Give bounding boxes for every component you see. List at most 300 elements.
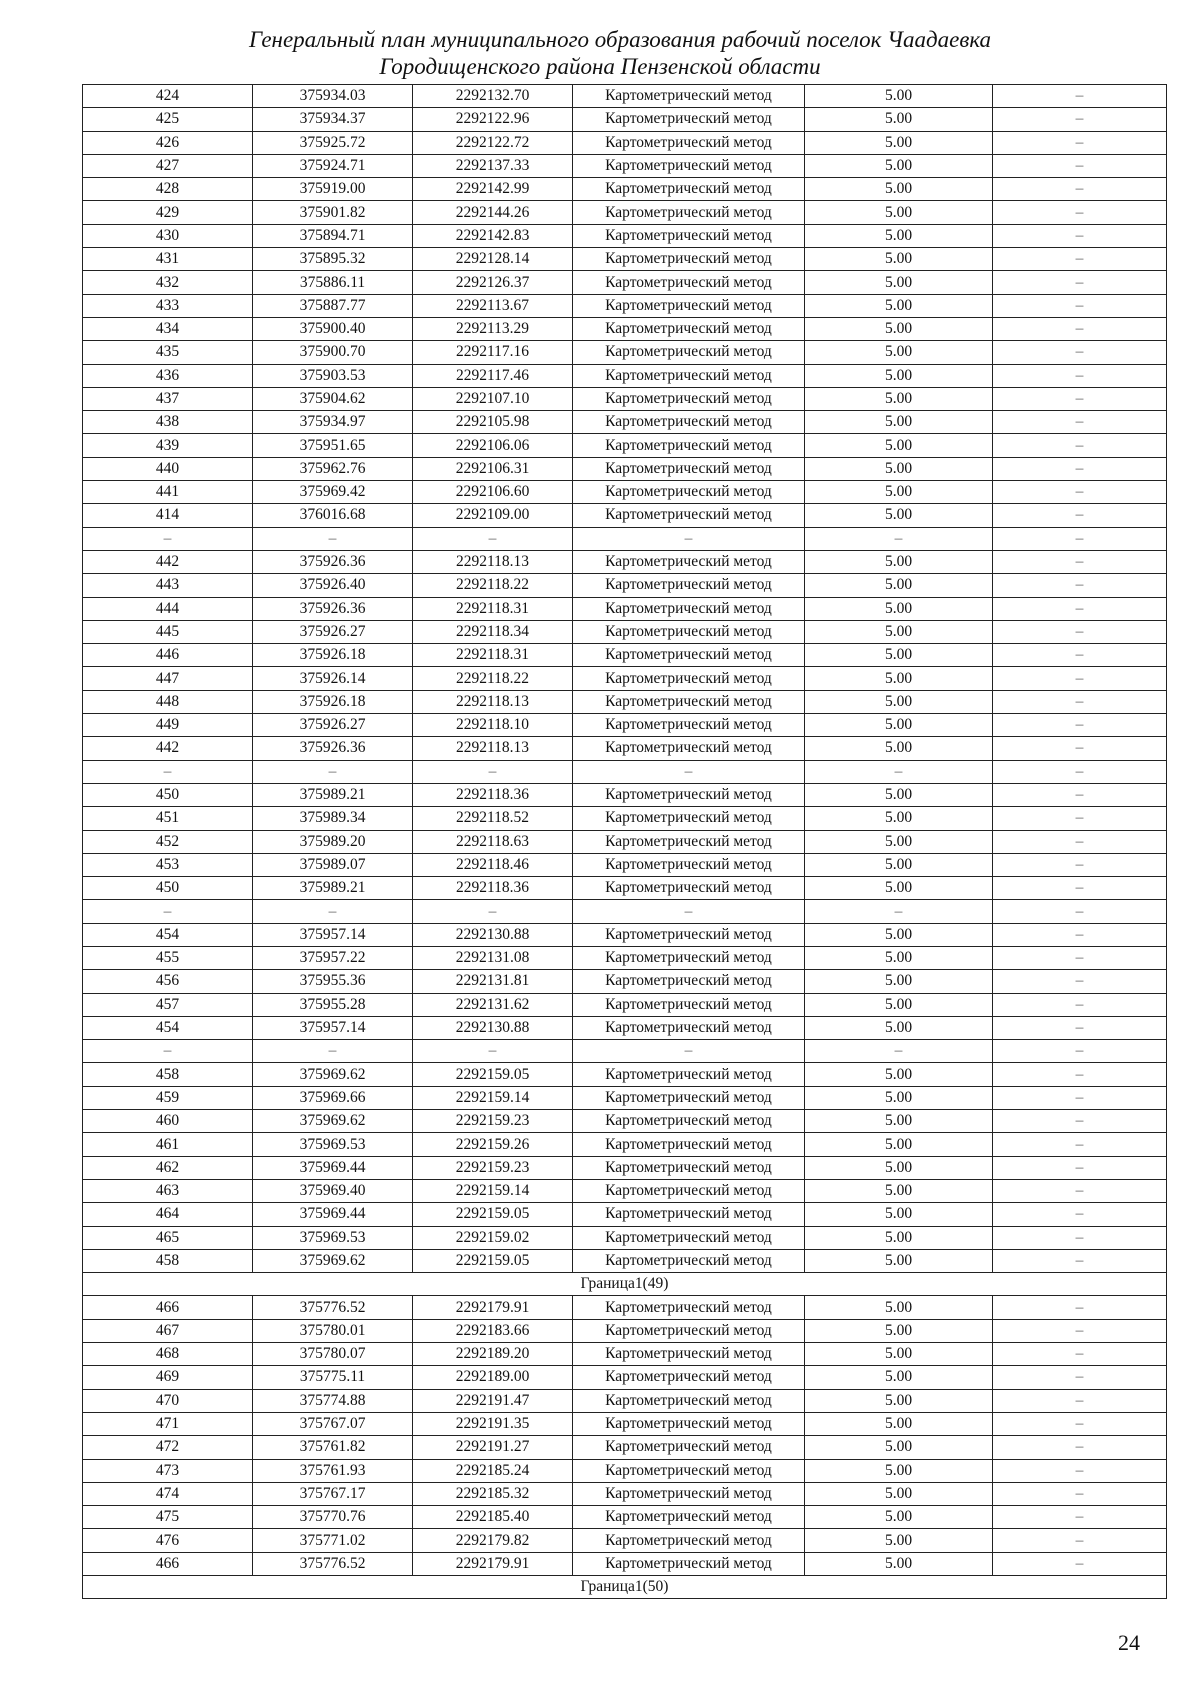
y-coordinate-cell: 2292144.26: [413, 201, 573, 224]
method-cell: Картометрический метод: [573, 667, 805, 690]
point-number-cell: 472: [83, 1436, 253, 1459]
accuracy-cell: 5.00: [805, 1366, 993, 1389]
y-coordinate-cell: 2292118.46: [413, 853, 573, 876]
y-coordinate-cell: 2292179.91: [413, 1552, 573, 1575]
table-row: [83, 807, 1167, 830]
accuracy-cell: 5.00: [805, 224, 993, 247]
method-cell: Картометрический метод: [573, 1156, 805, 1179]
x-coordinate-cell: 375761.93: [253, 1459, 413, 1482]
method-cell: Картометрический метод: [573, 294, 805, 317]
x-coordinate-cell: 375934.03: [253, 85, 413, 108]
method-cell: Картометрический метод: [573, 1506, 805, 1529]
accuracy-cell: 5.00: [805, 1226, 993, 1249]
x-coordinate-cell: 375926.36: [253, 550, 413, 573]
x-coordinate-cell: 375900.70: [253, 341, 413, 364]
table-row: [83, 248, 1167, 271]
table-row: [83, 1506, 1167, 1529]
point-number-cell: 475: [83, 1506, 253, 1529]
method-cell: Картометрический метод: [573, 877, 805, 900]
method-cell: Картометрический метод: [573, 620, 805, 643]
point-number-cell: 464: [83, 1203, 253, 1226]
x-coordinate-cell: 375989.21: [253, 783, 413, 806]
separator-dash-cell: –: [993, 760, 1167, 783]
table-row: [83, 154, 1167, 177]
separator-dash-cell: –: [83, 760, 253, 783]
y-coordinate-cell: 2292131.81: [413, 970, 573, 993]
point-number-cell: 453: [83, 853, 253, 876]
method-cell: Картометрический метод: [573, 1133, 805, 1156]
x-coordinate-cell: 375989.07: [253, 853, 413, 876]
y-coordinate-cell: 2292117.46: [413, 364, 573, 387]
method-cell: Картометрический метод: [573, 714, 805, 737]
y-coordinate-cell: 2292118.31: [413, 597, 573, 620]
separator-dash-cell: –: [413, 527, 573, 550]
description-cell: –: [993, 1226, 1167, 1249]
table-row: [83, 457, 1167, 480]
y-coordinate-cell: 2292118.31: [413, 644, 573, 667]
description-cell: –: [993, 597, 1167, 620]
description-cell: –: [993, 201, 1167, 224]
x-coordinate-cell: 375926.40: [253, 574, 413, 597]
description-cell: –: [993, 923, 1167, 946]
x-coordinate-cell: 375957.22: [253, 946, 413, 969]
table-row: [83, 1203, 1167, 1226]
point-number-cell: 433: [83, 294, 253, 317]
x-coordinate-cell: 375887.77: [253, 294, 413, 317]
x-coordinate-cell: 375969.42: [253, 481, 413, 504]
x-coordinate-cell: 375776.52: [253, 1296, 413, 1319]
accuracy-cell: 5.00: [805, 248, 993, 271]
accuracy-cell: 5.00: [805, 1156, 993, 1179]
table-row: [83, 271, 1167, 294]
table-row: [83, 1110, 1167, 1133]
point-number-cell: 449: [83, 714, 253, 737]
description-cell: –: [993, 364, 1167, 387]
table-row: [83, 1086, 1167, 1109]
x-coordinate-cell: 375989.20: [253, 830, 413, 853]
method-cell: Картометрический метод: [573, 1389, 805, 1412]
x-coordinate-cell: 375962.76: [253, 457, 413, 480]
description-cell: –: [993, 434, 1167, 457]
accuracy-cell: 5.00: [805, 201, 993, 224]
point-number-cell: 474: [83, 1482, 253, 1505]
y-coordinate-cell: 2292122.72: [413, 131, 573, 154]
point-number-cell: 454: [83, 923, 253, 946]
description-cell: –: [993, 993, 1167, 1016]
method-cell: Картометрический метод: [573, 1110, 805, 1133]
point-number-cell: 447: [83, 667, 253, 690]
table-row: [83, 783, 1167, 806]
table-row: [83, 737, 1167, 760]
x-coordinate-cell: 375926.18: [253, 690, 413, 713]
x-coordinate-cell: 375955.36: [253, 970, 413, 993]
point-number-cell: 460: [83, 1110, 253, 1133]
separator-dash-cell: –: [83, 900, 253, 923]
coordinates-table: [82, 84, 1167, 1599]
accuracy-cell: 5.00: [805, 317, 993, 340]
x-coordinate-cell: 375901.82: [253, 201, 413, 224]
method-cell: Картометрический метод: [573, 923, 805, 946]
y-coordinate-cell: 2292126.37: [413, 271, 573, 294]
description-cell: –: [993, 1529, 1167, 1552]
description-cell: –: [993, 387, 1167, 410]
description-cell: –: [993, 294, 1167, 317]
point-number-cell: 465: [83, 1226, 253, 1249]
accuracy-cell: 5.00: [805, 1016, 993, 1039]
x-coordinate-cell: 375924.71: [253, 154, 413, 177]
table-row: [83, 1529, 1167, 1552]
table-row: [83, 224, 1167, 247]
table-row: [83, 387, 1167, 410]
method-cell: Картометрический метод: [573, 830, 805, 853]
point-number-cell: 462: [83, 1156, 253, 1179]
accuracy-cell: 5.00: [805, 1459, 993, 1482]
point-number-cell: 470: [83, 1389, 253, 1412]
point-number-cell: 466: [83, 1552, 253, 1575]
table-row: [83, 993, 1167, 1016]
table-row: [83, 108, 1167, 131]
x-coordinate-cell: 375895.32: [253, 248, 413, 271]
boundary-label: Граница1(50): [83, 1576, 1167, 1599]
method-cell: Картометрический метод: [573, 1226, 805, 1249]
point-number-cell: 463: [83, 1179, 253, 1202]
x-coordinate-cell: 375969.62: [253, 1110, 413, 1133]
accuracy-cell: 5.00: [805, 1529, 993, 1552]
method-cell: Картометрический метод: [573, 690, 805, 713]
accuracy-cell: 5.00: [805, 574, 993, 597]
accuracy-cell: 5.00: [805, 434, 993, 457]
x-coordinate-cell: 375969.40: [253, 1179, 413, 1202]
table-row: [83, 644, 1167, 667]
separator-row: [83, 1040, 1167, 1063]
y-coordinate-cell: 2292118.22: [413, 574, 573, 597]
table-row: [83, 1296, 1167, 1319]
description-cell: –: [993, 830, 1167, 853]
description-cell: –: [993, 457, 1167, 480]
separator-dash-cell: –: [805, 527, 993, 550]
accuracy-cell: 5.00: [805, 853, 993, 876]
point-number-cell: 428: [83, 178, 253, 201]
point-number-cell: 445: [83, 620, 253, 643]
accuracy-cell: 5.00: [805, 690, 993, 713]
point-number-cell: 438: [83, 411, 253, 434]
table-row: [83, 1412, 1167, 1435]
point-number-cell: 448: [83, 690, 253, 713]
x-coordinate-cell: 375767.17: [253, 1482, 413, 1505]
separator-dash-cell: –: [573, 760, 805, 783]
x-coordinate-cell: 375926.27: [253, 620, 413, 643]
separator-dash-cell: –: [83, 1040, 253, 1063]
accuracy-cell: 5.00: [805, 1249, 993, 1272]
table-row: [83, 1226, 1167, 1249]
table-row: [83, 597, 1167, 620]
point-number-cell: 454: [83, 1016, 253, 1039]
point-number-cell: 467: [83, 1319, 253, 1342]
y-coordinate-cell: 2292159.23: [413, 1156, 573, 1179]
x-coordinate-cell: 375776.52: [253, 1552, 413, 1575]
method-cell: Картометрический метод: [573, 1249, 805, 1272]
separator-dash-cell: –: [573, 900, 805, 923]
point-number-cell: 443: [83, 574, 253, 597]
point-number-cell: 476: [83, 1529, 253, 1552]
y-coordinate-cell: 2292179.82: [413, 1529, 573, 1552]
method-cell: Картометрический метод: [573, 1459, 805, 1482]
accuracy-cell: 5.00: [805, 550, 993, 573]
description-cell: –: [993, 248, 1167, 271]
y-coordinate-cell: 2292106.06: [413, 434, 573, 457]
y-coordinate-cell: 2292113.67: [413, 294, 573, 317]
accuracy-cell: 5.00: [805, 341, 993, 364]
description-cell: –: [993, 1110, 1167, 1133]
description-cell: –: [993, 620, 1167, 643]
separator-dash-cell: –: [413, 760, 573, 783]
point-number-cell: 471: [83, 1412, 253, 1435]
table-row: [83, 1389, 1167, 1412]
description-cell: –: [993, 970, 1167, 993]
method-cell: Картометрический метод: [573, 1063, 805, 1086]
method-cell: Картометрический метод: [573, 108, 805, 131]
x-coordinate-cell: 375969.66: [253, 1086, 413, 1109]
table-row: [83, 946, 1167, 969]
point-number-cell: 458: [83, 1249, 253, 1272]
table-row: [83, 1552, 1167, 1575]
separator-row: [83, 527, 1167, 550]
y-coordinate-cell: 2292185.24: [413, 1459, 573, 1482]
y-coordinate-cell: 2292179.91: [413, 1296, 573, 1319]
point-number-cell: 466: [83, 1296, 253, 1319]
y-coordinate-cell: 2292142.83: [413, 224, 573, 247]
method-cell: Картометрический метод: [573, 411, 805, 434]
table-row: [83, 1459, 1167, 1482]
description-cell: –: [993, 853, 1167, 876]
method-cell: Картометрический метод: [573, 317, 805, 340]
description-cell: –: [993, 224, 1167, 247]
table-row: [83, 620, 1167, 643]
description-cell: –: [993, 178, 1167, 201]
description-cell: –: [993, 1296, 1167, 1319]
table-row: [83, 201, 1167, 224]
accuracy-cell: 5.00: [805, 411, 993, 434]
separator-dash-cell: –: [805, 760, 993, 783]
accuracy-cell: 5.00: [805, 457, 993, 480]
table-row: [83, 1366, 1167, 1389]
x-coordinate-cell: 375969.53: [253, 1133, 413, 1156]
y-coordinate-cell: 2292118.13: [413, 737, 573, 760]
point-number-cell: 442: [83, 550, 253, 573]
description-cell: –: [993, 1366, 1167, 1389]
boundary-label: Граница1(49): [83, 1273, 1167, 1296]
accuracy-cell: 5.00: [805, 108, 993, 131]
x-coordinate-cell: 375903.53: [253, 364, 413, 387]
accuracy-cell: 5.00: [805, 644, 993, 667]
accuracy-cell: 5.00: [805, 597, 993, 620]
x-coordinate-cell: 375969.44: [253, 1156, 413, 1179]
description-cell: –: [993, 1086, 1167, 1109]
y-coordinate-cell: 2292189.00: [413, 1366, 573, 1389]
accuracy-cell: 5.00: [805, 294, 993, 317]
x-coordinate-cell: 375774.88: [253, 1389, 413, 1412]
table-row: [83, 714, 1167, 737]
table-row: [83, 970, 1167, 993]
point-number-cell: 436: [83, 364, 253, 387]
y-coordinate-cell: 2292183.66: [413, 1319, 573, 1342]
method-cell: Картометрический метод: [573, 341, 805, 364]
accuracy-cell: 5.00: [805, 364, 993, 387]
description-cell: –: [993, 737, 1167, 760]
x-coordinate-cell: 375955.28: [253, 993, 413, 1016]
x-coordinate-cell: 375926.18: [253, 644, 413, 667]
boundary-row: [83, 1576, 1167, 1599]
x-coordinate-cell: 375989.21: [253, 877, 413, 900]
accuracy-cell: 5.00: [805, 1063, 993, 1086]
method-cell: Картометрический метод: [573, 457, 805, 480]
accuracy-cell: 5.00: [805, 1296, 993, 1319]
method-cell: Картометрический метод: [573, 224, 805, 247]
method-cell: Картометрический метод: [573, 1436, 805, 1459]
accuracy-cell: 5.00: [805, 993, 993, 1016]
table-row: [83, 923, 1167, 946]
point-number-cell: 450: [83, 877, 253, 900]
x-coordinate-cell: 375969.53: [253, 1226, 413, 1249]
point-number-cell: 455: [83, 946, 253, 969]
description-cell: –: [993, 271, 1167, 294]
point-number-cell: 429: [83, 201, 253, 224]
y-coordinate-cell: 2292130.88: [413, 1016, 573, 1039]
separator-dash-cell: –: [993, 1040, 1167, 1063]
description-cell: –: [993, 481, 1167, 504]
x-coordinate-cell: 375904.62: [253, 387, 413, 410]
description-cell: –: [993, 1552, 1167, 1575]
accuracy-cell: 5.00: [805, 1179, 993, 1202]
method-cell: Картометрический метод: [573, 178, 805, 201]
method-cell: Картометрический метод: [573, 1319, 805, 1342]
method-cell: Картометрический метод: [573, 946, 805, 969]
method-cell: Картометрический метод: [573, 574, 805, 597]
table-row: [83, 1179, 1167, 1202]
y-coordinate-cell: 2292128.14: [413, 248, 573, 271]
description-cell: –: [993, 1156, 1167, 1179]
separator-dash-cell: –: [253, 900, 413, 923]
x-coordinate-cell: 375780.01: [253, 1319, 413, 1342]
point-number-cell: 414: [83, 504, 253, 527]
accuracy-cell: 5.00: [805, 1552, 993, 1575]
x-coordinate-cell: 375934.97: [253, 411, 413, 434]
description-cell: –: [993, 783, 1167, 806]
table-row: [83, 667, 1167, 690]
separator-dash-cell: –: [413, 900, 573, 923]
separator-dash-cell: –: [805, 1040, 993, 1063]
description-cell: –: [993, 411, 1167, 434]
accuracy-cell: 5.00: [805, 178, 993, 201]
description-cell: –: [993, 504, 1167, 527]
page-number: 24: [1118, 1630, 1140, 1655]
separator-dash-cell: –: [253, 527, 413, 550]
point-number-cell: 432: [83, 271, 253, 294]
point-number-cell: 444: [83, 597, 253, 620]
separator-dash-cell: –: [573, 527, 805, 550]
table-row: [83, 574, 1167, 597]
description-cell: –: [993, 1343, 1167, 1366]
y-coordinate-cell: 2292131.62: [413, 993, 573, 1016]
method-cell: Картометрический метод: [573, 1086, 805, 1109]
method-cell: Картометрический метод: [573, 1366, 805, 1389]
table-row: [83, 690, 1167, 713]
method-cell: Картометрический метод: [573, 807, 805, 830]
separator-dash-cell: –: [83, 527, 253, 550]
method-cell: Картометрический метод: [573, 550, 805, 573]
table-row: [83, 830, 1167, 853]
description-cell: –: [993, 1203, 1167, 1226]
method-cell: Картометрический метод: [573, 1203, 805, 1226]
point-number-cell: 461: [83, 1133, 253, 1156]
description-cell: –: [993, 1482, 1167, 1505]
description-cell: –: [993, 574, 1167, 597]
table-row: [83, 1319, 1167, 1342]
method-cell: Картометрический метод: [573, 737, 805, 760]
table-row: [83, 317, 1167, 340]
table-row: [83, 1482, 1167, 1505]
accuracy-cell: 5.00: [805, 667, 993, 690]
method-cell: Картометрический метод: [573, 387, 805, 410]
accuracy-cell: 5.00: [805, 1086, 993, 1109]
accuracy-cell: 5.00: [805, 1482, 993, 1505]
point-number-cell: 434: [83, 317, 253, 340]
accuracy-cell: 5.00: [805, 807, 993, 830]
x-coordinate-cell: 375951.65: [253, 434, 413, 457]
description-cell: –: [993, 1412, 1167, 1435]
accuracy-cell: 5.00: [805, 1319, 993, 1342]
table-row: [83, 364, 1167, 387]
y-coordinate-cell: 2292137.33: [413, 154, 573, 177]
y-coordinate-cell: 2292106.60: [413, 481, 573, 504]
method-cell: Картометрический метод: [573, 1016, 805, 1039]
x-coordinate-cell: 375925.72: [253, 131, 413, 154]
description-cell: –: [993, 550, 1167, 573]
x-coordinate-cell: 375894.71: [253, 224, 413, 247]
accuracy-cell: 5.00: [805, 85, 993, 108]
accuracy-cell: 5.00: [805, 1506, 993, 1529]
point-number-cell: 426: [83, 131, 253, 154]
y-coordinate-cell: 2292159.02: [413, 1226, 573, 1249]
point-number-cell: 458: [83, 1063, 253, 1086]
point-number-cell: 435: [83, 341, 253, 364]
y-coordinate-cell: 2292191.27: [413, 1436, 573, 1459]
method-cell: Картометрический метод: [573, 131, 805, 154]
y-coordinate-cell: 2292118.13: [413, 550, 573, 573]
y-coordinate-cell: 2292118.13: [413, 690, 573, 713]
accuracy-cell: 5.00: [805, 970, 993, 993]
separator-dash-cell: –: [253, 760, 413, 783]
accuracy-cell: 5.00: [805, 154, 993, 177]
y-coordinate-cell: 2292159.23: [413, 1110, 573, 1133]
x-coordinate-cell: 375926.14: [253, 667, 413, 690]
description-cell: –: [993, 1319, 1167, 1342]
y-coordinate-cell: 2292109.00: [413, 504, 573, 527]
y-coordinate-cell: 2292118.52: [413, 807, 573, 830]
method-cell: Картометрический метод: [573, 1412, 805, 1435]
method-cell: Картометрический метод: [573, 271, 805, 294]
accuracy-cell: 5.00: [805, 481, 993, 504]
table-row: [83, 131, 1167, 154]
table-row: [83, 1249, 1167, 1272]
y-coordinate-cell: 2292159.05: [413, 1249, 573, 1272]
table-row: [83, 85, 1167, 108]
x-coordinate-cell: 375957.14: [253, 1016, 413, 1039]
y-coordinate-cell: 2292118.34: [413, 620, 573, 643]
point-number-cell: 440: [83, 457, 253, 480]
x-coordinate-cell: 375900.40: [253, 317, 413, 340]
description-cell: –: [993, 1063, 1167, 1086]
